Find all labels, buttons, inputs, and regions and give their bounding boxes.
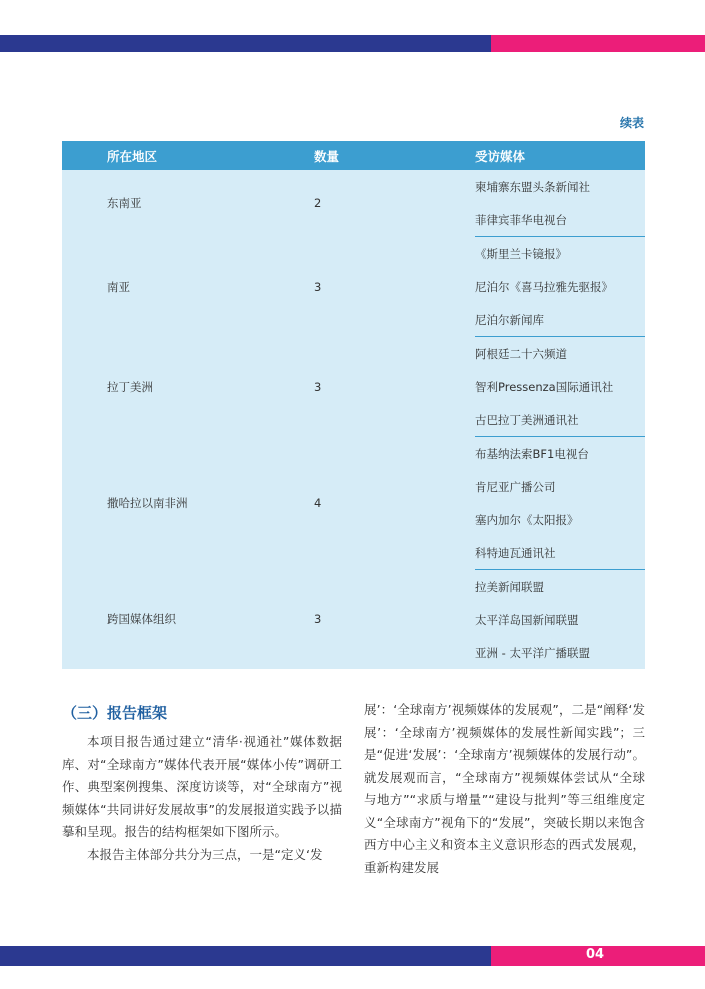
continued-label: 续表: [619, 116, 644, 130]
table-row: [62, 170, 645, 203]
cell-media: 古巴拉丁美洲通讯社: [475, 403, 645, 437]
cell-region: 东南亚: [107, 196, 142, 211]
table-row: [62, 337, 645, 371]
cell-media: 柬埔寨东盟头条新闻社: [475, 179, 590, 194]
header-media: 受访媒体: [475, 141, 645, 170]
paragraph: 本项目报告通过建立“清华·视通社”媒体数据库、对“全球南方”媒体代表开展“媒体小传”调研工作、典型案例搜集、深度访谈等，对“全球南方”视频媒体“共同讲好发展故事”的发展报道实践予以描摹和呈现。报告的结构框架如下图所示。: [62, 734, 342, 839]
body-column-left: [62, 731, 342, 866]
cell-region: 拉丁美洲: [107, 379, 153, 394]
cell-count: 3: [314, 379, 322, 394]
body-column-right: [364, 699, 645, 879]
cell-media: 科特迪瓦通讯社: [475, 536, 645, 570]
top-bar-pink: [491, 35, 705, 52]
bottom-bar-blue: [0, 946, 491, 966]
cell-count: 4: [314, 496, 322, 510]
table-header-row: [62, 141, 645, 170]
bottom-decor-bar: [0, 946, 705, 966]
cell-media: 塞内加尔《太阳报》: [475, 512, 579, 527]
cell-count: 3: [314, 612, 322, 627]
cell-media: 拉美新闻联盟: [475, 579, 544, 594]
top-bar-blue: [0, 35, 491, 52]
paragraph: 展’：‘全球南方’视频媒体的发展观”，二是“阐释‘发展’：‘全球南方’视频媒体的发展性新闻实践”；三是“促进‘发展’：‘全球南方’视频媒体的发展行动”。就发展观而言，“全球南方”视频媒体尝试从“全球与地方”“求质与增量”“建设与批判”等三组维度定义“全球南方”视角下的“发展”，突破长期以来饱含西方中心主义和资本主义意识形态的西式发展观，重新构建发展: [364, 702, 645, 875]
header-count: 数量: [314, 141, 475, 170]
cell-media: 肯尼亚广播公司: [475, 479, 556, 494]
page-number: 04: [586, 947, 605, 962]
cell-count: 3: [314, 279, 322, 294]
cell-media: 《斯里兰卡镜报》: [475, 246, 567, 261]
cell-region: 撒哈拉以南非洲: [107, 496, 188, 510]
media-table: [62, 141, 645, 669]
cell-media: 尼泊尔新闻库: [475, 303, 645, 337]
cell-media: 布基纳法索BF1电视台: [475, 446, 589, 461]
paragraph: 本报告主体部分共分为三点，一是“定义‘发: [87, 846, 323, 862]
cell-media: 阿根廷二十六频道: [475, 346, 567, 361]
header-region: 所在地区: [62, 141, 314, 170]
cell-media: 菲律宾菲华电视台: [475, 203, 645, 237]
cell-region: 南亚: [107, 279, 130, 294]
top-decor-bar: [0, 35, 705, 52]
table-row: [62, 570, 645, 604]
cell-media: 太平洋岛国新闻联盟: [475, 612, 579, 627]
cell-media: 智利Pressenza国际通讯社: [475, 379, 614, 394]
bottom-bar-pink: [491, 946, 705, 966]
cell-media: 亚洲 - 太平洋广播联盟: [475, 645, 590, 660]
cell-media: 尼泊尔《喜马拉雅先驱报》: [475, 279, 613, 294]
table-row: [62, 437, 645, 471]
cell-count: 2: [314, 196, 322, 211]
cell-region: 跨国媒体组织: [107, 612, 176, 627]
table-row: [62, 237, 645, 271]
section-title: （三）报告框架: [62, 704, 168, 722]
